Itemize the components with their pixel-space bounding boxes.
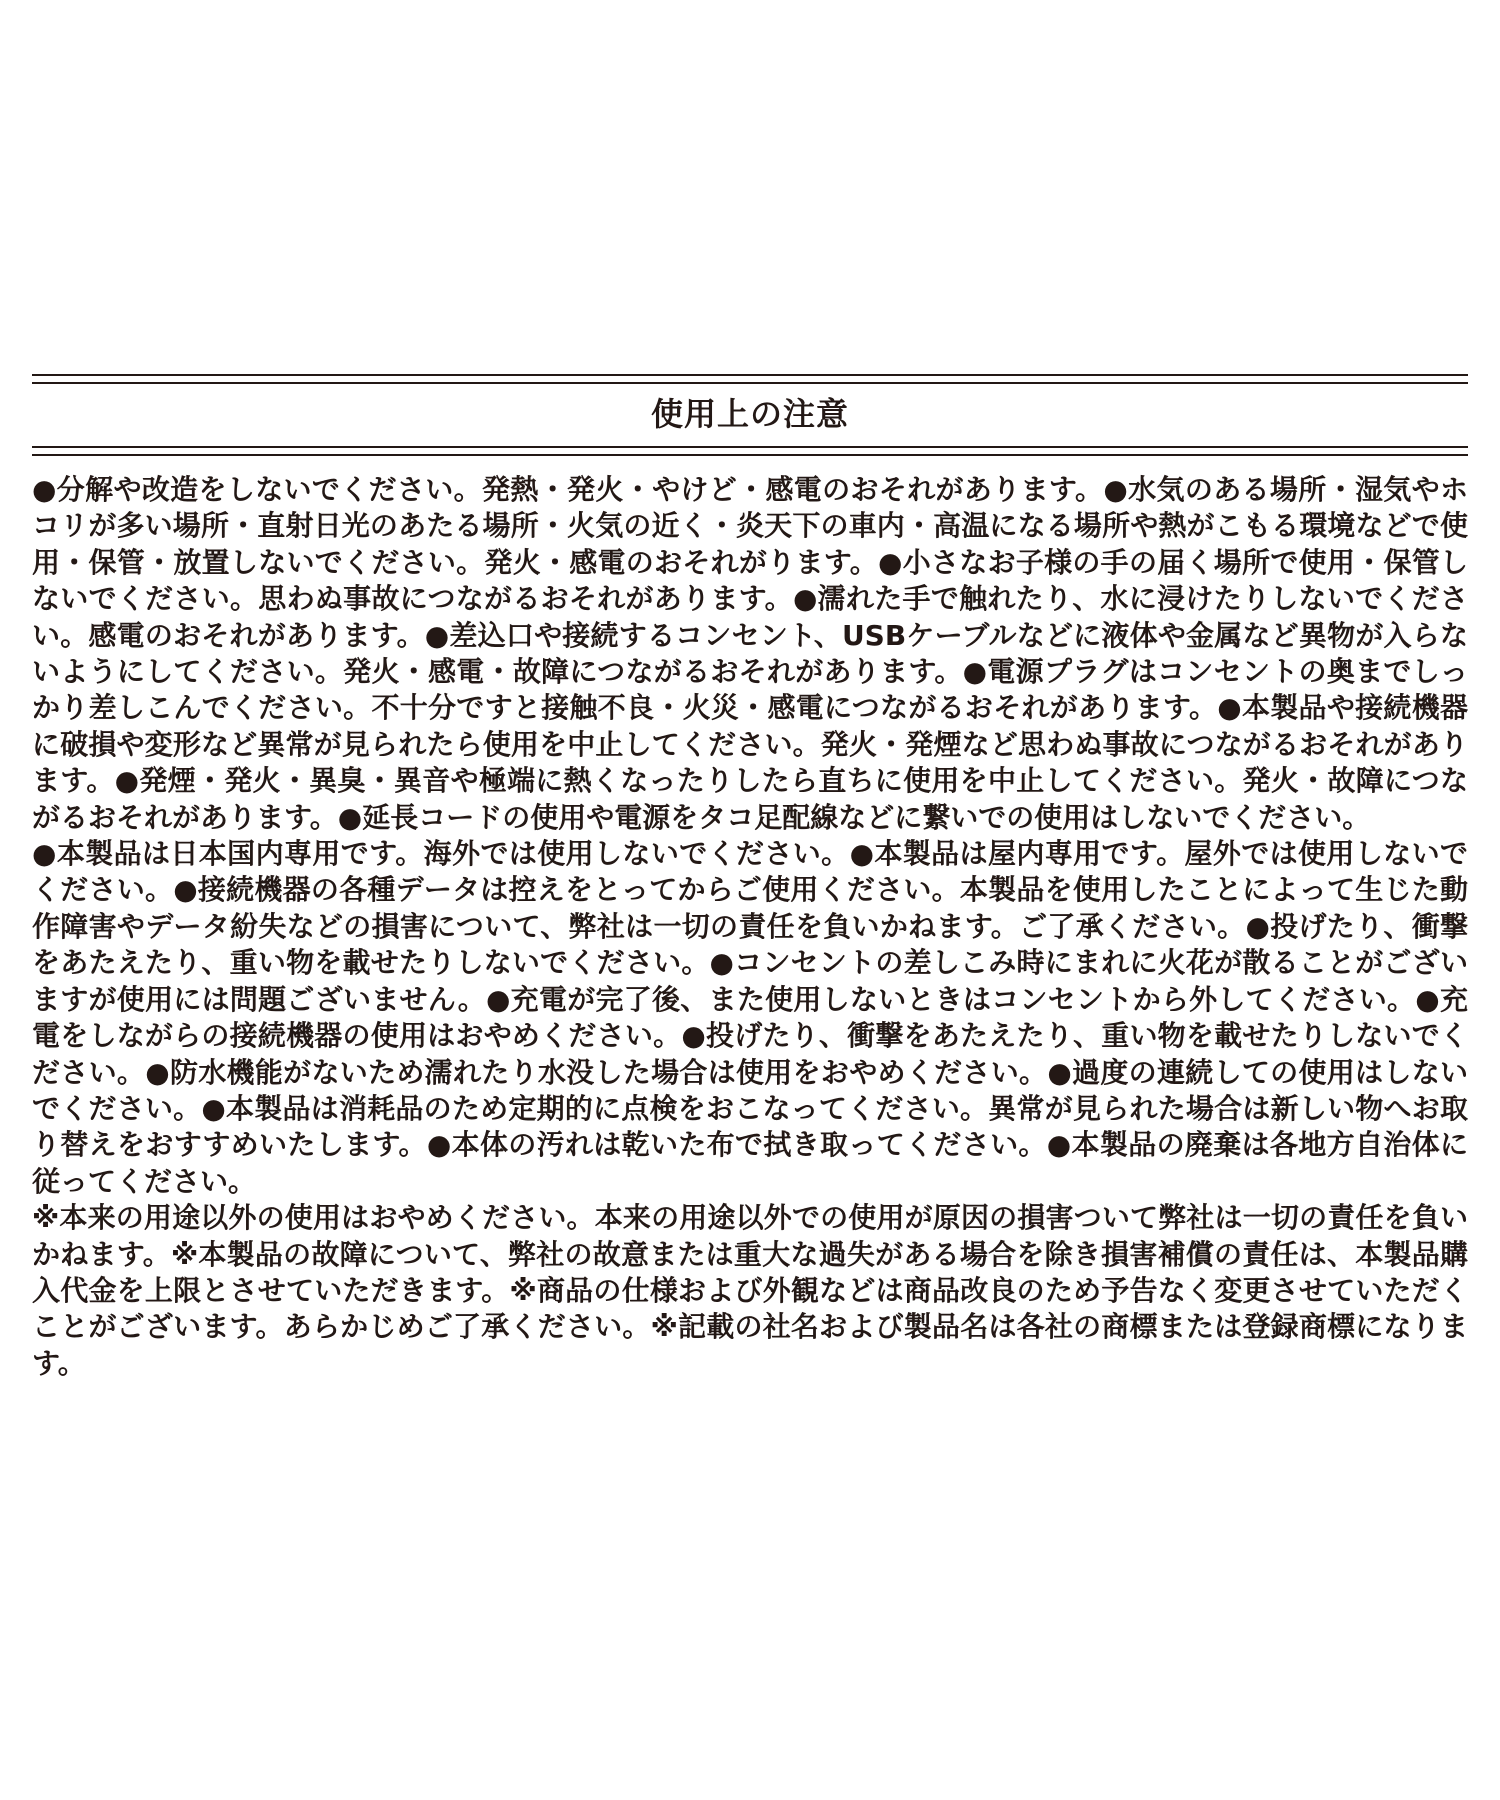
notice-body xyxy=(32,472,1468,1382)
top-rule-line xyxy=(32,374,1468,376)
bottom-rule-line xyxy=(32,454,1468,456)
bottom-rule-line xyxy=(32,446,1468,448)
usage-notice-section xyxy=(32,374,1468,1382)
notice-title: 使用上の注意 xyxy=(650,395,849,433)
disclaimer-paragraph: ※本来の用途以外の使用はおやめください。本来の用途以外での使用が原因の損害ついて弊社は一切の責任を負いかねます。※本製品の故障について、弊社の故意または重大な過失がある場合を除き損害補償の責任は、本製品購入代金を上限とさせていただきます。※商品の仕様および外観などは商品改良のため予告なく変更させていただくことがございます。あらかじめご了承ください。※記載の社名および製品名は各社の商標または登録商標になります。 xyxy=(32,1201,1468,1380)
top-double-rule xyxy=(32,374,1468,384)
top-rule-line xyxy=(32,382,1468,384)
safety-warnings-paragraph: ●分解や改造をしないでください。発熱・発火・やけど・感電のおそれがあります。●水気のある場所・湿気やホコリが多い場所・直射日光のあたる場所・火気の近く・炎天下の車内・高温になる場所や熱がこもる環境などで使用・保管・放置しないでください。発火・感電のおそれがります。●小さなお子様の手の届く場所で使用・保管しないでください。思わぬ事故につながるおそれがあります。●濡れた手で触れたり、水に浸けたりしないでください。感電のおそれがあります。●差込口や接続するコンセント、USBケーブルなどに液体や金属など異物が入らないようにしてください。発火・感電・故障につながるおそれがあります。●電源プラグはコンセントの奥までしっかり差しこんでください。不十分ですと接触不良・火災・感電につながるおそれがあります。●本製品や接続機器に破損や変形など異常が見られたら使用を中止してください。発火・発煙など思わぬ事故につながるおそれがあります。●発煙・発火・異臭・異音や極端に熱くなったりしたら直ちに使用を中止してください。発火・故障につながるおそれがあります。●延長コードの使用や電源をタコ足配線などに繋いでの使用はしないでください。 xyxy=(32,473,1468,834)
bottom-double-rule xyxy=(32,446,1468,456)
usage-precautions-paragraph: ●本製品は日本国内専用です。海外では使用しないでください。●本製品は屋内専用です。屋外では使用しないでください。●接続機器の各種データは控えをとってからご使用ください。本製品を使用したことによって生じた動作障害やデータ紛失などの損害について、弊社は一切の責任を負いかねます。ご了承ください。●投げたり、衝撃をあたえたり、重い物を載せたりしないでください。●コンセントの差しこみ時にまれに火花が散ることがございますが使用には問題ございません。●充電が完了後、また使用しないときはコンセントから外してください。●充電をしながらの接続機器の使用はおやめください。●投げたり、衝撃をあたえたり、重い物を載せたりしないでください。●防水機能がないため濡れたり水没した場合は使用をおやめください。●過度の連続しての使用はしないでください。●本製品は消耗品のため定期的に点検をおこなってください。異常が見られた場合は新しい物へお取り替えをおすすめいたします。●本体の汚れは乾いた布で拭き取ってください。●本製品の廃棄は各地方自治体に従ってください。 xyxy=(32,837,1468,1198)
